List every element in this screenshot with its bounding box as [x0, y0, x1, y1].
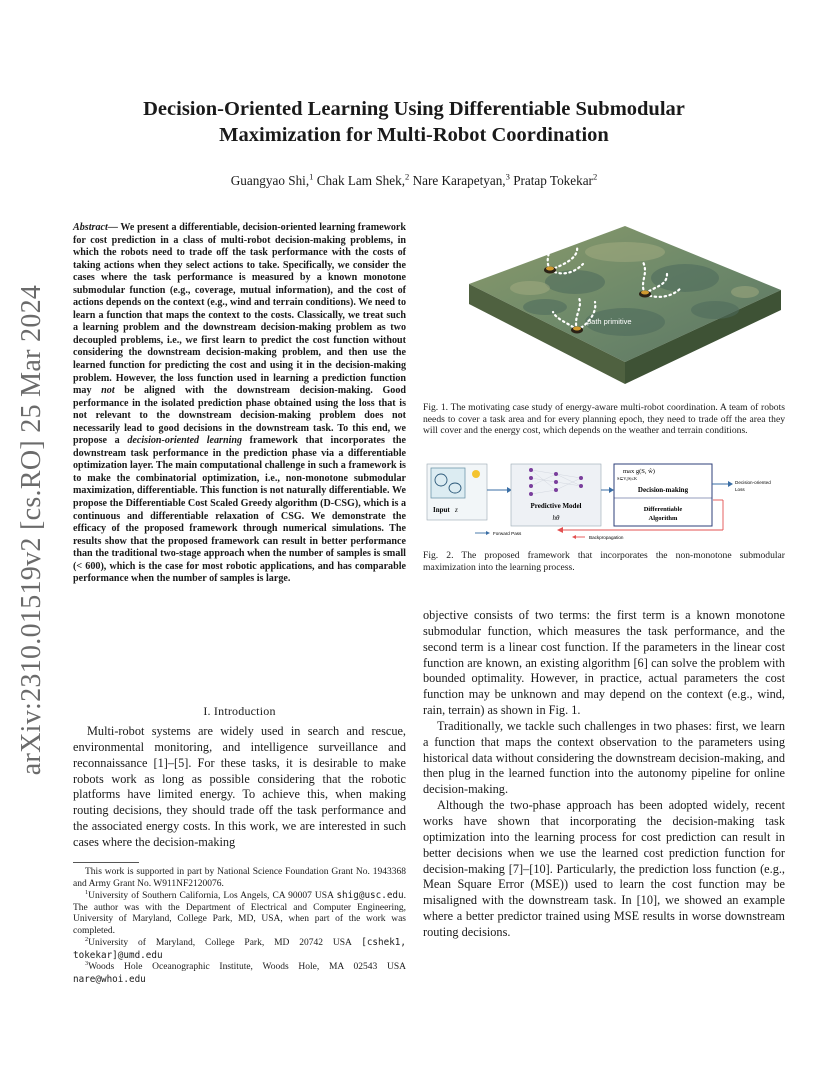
footnote-grant: This work is supported in part by National Science Foundation Grant No. 1943368 and Army Grant No. W911NF2120076.	[73, 867, 406, 889]
intro-text-left	[73, 724, 406, 851]
constraint-text: S⊆V,|S|≤K	[617, 476, 638, 481]
sun-icon	[472, 470, 480, 478]
footnote-rule	[73, 862, 139, 863]
paragraph: objective consists of two terms: the first term is a known monotone submodular function, which measures the task performance, and the second term is a linear cost function. If the parameters in the linear cost function are known, an existing algorithm [6] can solve the problem with bounded optimality. However, in practice, actual parameters the cost function may be unknown and may depend on the context (e.g., wind, rain, terrain) as shown in Fig. 1.	[423, 608, 785, 718]
abstract-text: be aligned with the downstream decision-making. Good performance in the isolated prediction phase obtained using the loss that is not relevant to the downstream decision-making problem does not necessarily lead to good decisions in the downstream task. To this end, we propose a	[73, 385, 406, 447]
footnote-mark: 1	[85, 889, 89, 896]
footnote-text: University of Maryland, College Park, MD 20742 USA	[88, 938, 362, 948]
abstract-emphasis: decision-oriented learning	[127, 435, 243, 447]
affiliation-mark: 2	[405, 171, 410, 182]
legend-back-label: Backpropagation	[589, 535, 624, 540]
author-name: Nare Karapetyan,	[412, 173, 506, 188]
abstract-dash: —	[107, 222, 121, 233]
email-link[interactable]: shig@usc.edu	[336, 890, 404, 901]
figure-2-caption: Fig. 2. The proposed framework that incorporates the non-monotone submodular maximization into the learning process.	[423, 550, 785, 573]
paragraph: Multi-robot systems are widely used in search and rescue, environmental monitoring, and intelligence surveillance and reconnaissance [1]–[5]. For these tasks, it is desirable to make robots work as long as possible considering that the robotic platforms have limited energy. To achieve this, when making routing decisions, they should trade off the task performance and the associated energy costs. In this work, we are interested in such cases where the decision-making	[73, 724, 406, 849]
loss-label: Loss	[735, 487, 745, 492]
section-heading: I. Introduction	[203, 704, 276, 718]
input-variable: z	[455, 506, 458, 514]
abstract-text: framework that incorporates the downstream task performance in the prediction phase via a differentiable optimization layer. The main computational challenge in such a framework is to make the combinatorial optimization, i.e., non-monotone submodular maximization, differentiable. This function is not naturally differentiable. We propose the Differentiable Cost Scaled Greedy algorithm (D-CSG), which is a continuous and differentiable relaxation of CSG. We demonstrate the efficacy of the proposed framework through numerical simulations. The results show that the proposed framework can result in better performance than the traditional two-stage approach when the number of samples is small (< 600), which is the case for most robotic applications, and has comparable performance when the number of samples is large.	[73, 435, 406, 585]
path-primitive-label: path primitive	[587, 317, 632, 326]
terrain-figure	[455, 212, 795, 392]
abstract-text: We present a differentiable, decision-oriented learning framework for cost prediction in a class of multi-robot decision-making problems, in which the robots need to trade off the task performance with the costs of taking actions when they select actions to take. Specifically, we consider the cases where the task performance is measured by a known monotone submodular function (e.g., coverage, mutual information), and the cost of actions depends on the context (e.g., wind and terrain conditions). We need to learn a function that maps the context to the costs. Classically, we treat such a learning problem and the downstream decision-making problem as two decoupled problems, i.e., we first learn to predict the cost function without considering the downstream decision-making problem, and then use the learned function for predicting the cost and using it in the decision-making problem. However, the loss function used in learning a prediction function may	[73, 222, 407, 397]
paper-title: Decision-Oriented Learning Using Differentiable Submodular Maximization for Multi-Robot Coordination	[143, 98, 685, 146]
affiliation-mark: 2	[592, 171, 598, 182]
decision-label: Decision-making	[637, 486, 689, 494]
footnote-1	[73, 890, 406, 937]
footnote-text: University of Southern California, Los Angels, CA 90007 USA	[88, 891, 337, 901]
arrow-head	[609, 487, 614, 493]
arrow-head	[486, 531, 490, 535]
abstract-emphasis: not	[101, 385, 115, 397]
footnote-3	[73, 962, 406, 986]
author-name: Chak Lam Shek,	[316, 173, 405, 188]
arxiv-stamp	[8, 280, 56, 780]
figure-1-caption: Fig. 1. The motivating case study of energy-aware multi-robot coordination. A team of robots needs to cover a task area and for every planning epoch, they need to trade off the area they will cover and the energy cost, which depends on the weather and terrain conditions.	[423, 402, 785, 437]
model-symbol: hθ	[552, 514, 560, 522]
paragraph: Traditionally, we tackle such challenges in two phases: first, we learn a function that maps the context observation to the parameters using historical data without considering the downstream decision-making, and then plug in the learned function into the autonomy pipeline for online decision-making.	[423, 718, 785, 797]
objective-text: max g(S, ŵ)	[623, 468, 655, 475]
footnote-mark: 3	[85, 960, 89, 967]
email-link[interactable]: [cshek1, tokekar]@umd.edu	[73, 937, 406, 961]
intro-text-right	[423, 608, 785, 941]
footnote-text: . The author was with the Department of Electrical and Computer Engineering, University of Maryland, College Park, MD, USA, when part of the work was completed.	[73, 891, 406, 936]
affiliation-mark: 1	[309, 171, 314, 182]
footnote-mark: 2	[85, 936, 89, 943]
arxiv-stamp-text: arXiv:2310.01519v2 [cs.RO] 25 Mar 2024	[16, 284, 47, 776]
arrow-head	[572, 535, 576, 539]
abstract-lead: Abstract	[73, 222, 108, 233]
predictive-model-label: Predictive Model	[530, 502, 582, 510]
arrow-head	[557, 527, 563, 533]
author-name: Guangyao Shi,	[230, 173, 310, 188]
abstract	[73, 222, 406, 586]
footnote-2	[73, 937, 406, 962]
arrow-head	[728, 481, 733, 487]
framework-diagram	[423, 460, 785, 540]
footnote-text: Woods Hole Oceanographic Institute, Woods Hole, MA 02543 USA	[88, 962, 406, 972]
algorithm-label: Differentiable	[643, 506, 683, 513]
input-label: Input	[433, 506, 450, 514]
author-list	[100, 173, 728, 189]
author-name: Pratap Tokekar	[513, 173, 593, 188]
email-link[interactable]: nare@whoi.edu	[73, 973, 146, 985]
footnotes	[73, 867, 406, 986]
algorithm-label: Algorithm	[648, 515, 678, 522]
loss-label: Decision-oriented	[735, 480, 771, 485]
affiliation-mark: 3	[505, 171, 510, 182]
paragraph: Although the two-phase approach has been adopted widely, recent works have shown that incorporating the decision-making task optimization into the learning process for cost prediction can result in better decisions when we use the learned cost prediction function for decision-making [7]–[10]. Particularly, the prediction loss function (e.g., Mean Square Error (MSE)) used to learn the cost function may be misaligned with the downstream task. In [10], we showed an example where a better predictor trained using MSE results in worse downstream routing decisions.	[423, 798, 785, 939]
legend-forward-label: Forward Pass	[493, 531, 522, 536]
